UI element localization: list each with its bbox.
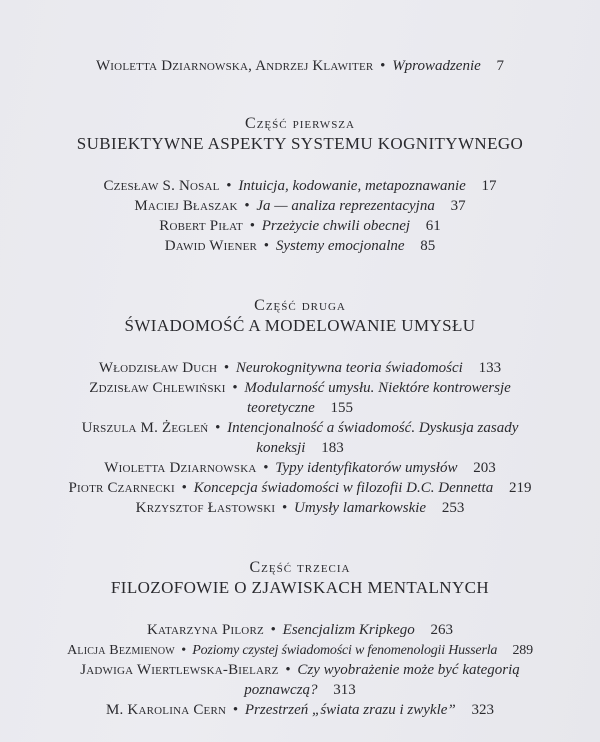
part-title: FILOZOFOWIE O ZJAWISKACH MENTALNYCH — [110, 578, 490, 597]
entry-author: Alicja Bezmienow — [67, 643, 175, 658]
entry-page: 203 — [473, 460, 496, 476]
entry-title-continued: teoretyczne — [247, 400, 315, 416]
entry-page: 289 — [512, 643, 533, 658]
entry-author: Wioletta Dziarnowska — [104, 460, 257, 476]
entry-page: 313 — [333, 682, 356, 698]
entry-title: Intuicja, kodowanie, metapoznawanie — [238, 178, 466, 194]
entry-page: 183 — [321, 440, 344, 456]
entry-title: Wprowadzenie — [392, 58, 481, 74]
entry-title: Koncepcja świadomości w filozofii D.C. Dennetta — [193, 480, 494, 496]
toc-entry — [0, 641, 600, 660]
part-title: SUBIEKTYWNE ASPEKTY SYSTEMU KOGNITYWNEGO — [76, 134, 524, 153]
entry-title: Umysły lamarkowskie — [294, 500, 427, 516]
part-label: Część trzecia — [249, 559, 351, 576]
entry-title: Systemy emocjonalne — [275, 238, 405, 254]
bullet: • — [263, 460, 269, 476]
entry-page: 133 — [478, 360, 502, 376]
entry-page: 7 — [496, 58, 505, 74]
part-title: ŚWIADOMOŚĆ A MODELOWANIE UMYSŁU — [124, 316, 476, 335]
entry-page: 219 — [508, 480, 532, 496]
toc-entry — [0, 359, 600, 378]
toc-entry — [0, 197, 600, 216]
entry-title: Przeżycie chwili obecnej — [261, 218, 411, 234]
bullet: • — [285, 662, 291, 678]
bullet: • — [380, 58, 386, 74]
entry-author: Katarzyna Pilorz — [147, 622, 264, 638]
bullet: • — [244, 198, 250, 214]
toc-entry — [0, 621, 600, 640]
toc-entry — [0, 701, 600, 720]
bullet: • — [232, 702, 239, 718]
entry-author: Jadwiga Wiertlewska-Bielarz — [80, 662, 279, 678]
entry-author: M. Karolina Cern — [106, 702, 227, 718]
entry-page: 17 — [481, 178, 497, 194]
entry-title-continued: poznawczą? — [244, 682, 318, 698]
bullet: • — [181, 480, 187, 496]
toc-entry — [0, 499, 600, 518]
bullet: • — [215, 420, 221, 436]
entry-page: 61 — [425, 218, 441, 234]
toc-entry — [0, 379, 600, 398]
bullet: • — [226, 178, 232, 194]
entry-title: Czy wyobrażenie może być kategorią — [297, 662, 520, 678]
part-label: Część pierwsza — [245, 115, 355, 132]
bullet: • — [223, 360, 230, 376]
entry-page: 155 — [330, 400, 353, 416]
entry-title: Modularność umysłu. Niektóre kontrowersje — [244, 380, 511, 396]
entry-title: Esencjalizm Kripkego — [282, 622, 415, 638]
bullet: • — [270, 622, 276, 638]
entry-author: Krzysztof Łastowski — [135, 500, 276, 516]
entry-title: Intencjonalność a świadomość. Dyskusja zasady — [227, 420, 519, 436]
toc-entry-continuation — [0, 399, 600, 418]
toc-entry — [0, 661, 600, 680]
entry-page: 253 — [441, 500, 465, 516]
entry-title: Poziomy czystej świadomości w fenomenologii Husserla — [192, 643, 498, 658]
entry-author: Maciej Błaszak — [134, 198, 238, 214]
entry-author: Urszula M. Żegleń — [81, 420, 209, 436]
toc-entry-continuation — [0, 439, 600, 458]
entry-author: Zdzisław Chlewiński — [89, 380, 226, 396]
entry-title: Przestrzeń „świata zrazu i zwykle” — [244, 702, 456, 718]
entry-author: Wioletta Dziarnowska, Andrzej Klawiter — [95, 58, 374, 74]
entry-title-continued: koneksji — [256, 440, 306, 456]
bullet: • — [181, 643, 186, 658]
entry-page: 263 — [430, 622, 453, 638]
part-label: Część druga — [254, 297, 346, 314]
entry-author: Czesław S. Nosal — [103, 178, 220, 194]
bullet: • — [249, 218, 255, 234]
toc-entry — [0, 217, 600, 236]
entry-author: Robert Piłat — [159, 218, 243, 234]
entry-page: 85 — [420, 238, 436, 254]
toc-entry — [0, 459, 600, 478]
toc-entry — [0, 479, 600, 498]
toc-entry — [0, 177, 600, 196]
entry-page: 37 — [450, 198, 466, 214]
bullet: • — [282, 500, 288, 516]
toc-entry-continuation — [0, 681, 600, 700]
toc-entry-intro — [0, 57, 600, 76]
bullet: • — [263, 238, 270, 254]
entry-title: Neurokognitywna teoria świadomości — [235, 360, 463, 376]
bullet: • — [232, 380, 238, 396]
entry-title: Ja — analiza reprezentacyjna — [256, 198, 435, 214]
entry-author: Dawid Wiener — [164, 238, 258, 254]
entry-page: 323 — [471, 702, 494, 718]
entry-author: Piotr Czarnecki — [68, 480, 175, 496]
toc-entry — [0, 419, 600, 438]
toc-entry — [0, 237, 600, 256]
entry-author: Włodzisław Duch — [98, 360, 218, 376]
entry-title: Typy identyfikatorów umysłów — [275, 460, 458, 476]
